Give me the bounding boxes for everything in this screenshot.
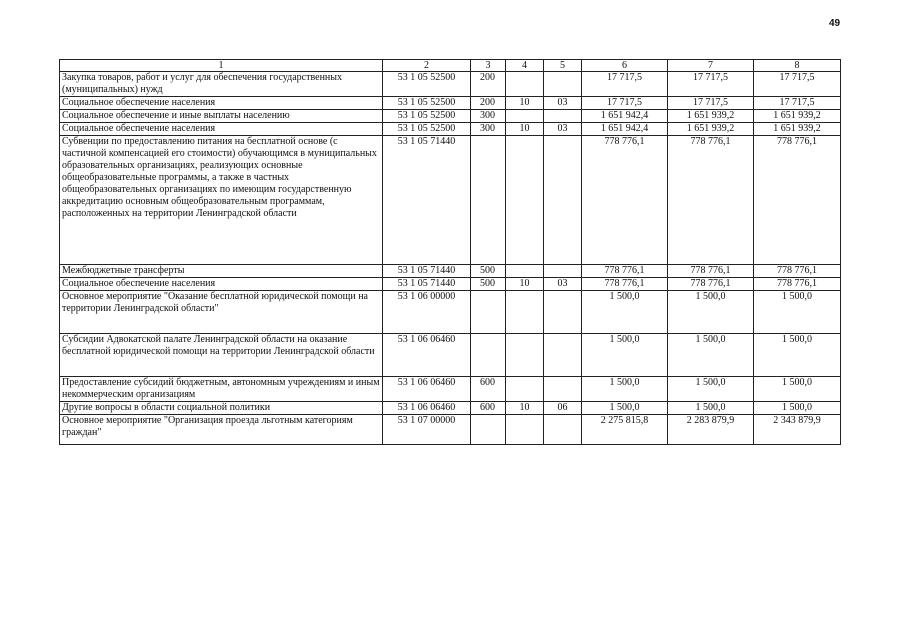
header-cell: 4 bbox=[506, 60, 544, 72]
row-value-7: 17 717,5 bbox=[668, 72, 754, 97]
row-pr: 03 bbox=[544, 97, 582, 110]
row-name: Межбюджетные трансферты bbox=[60, 265, 383, 278]
table-row bbox=[60, 72, 841, 97]
row-rz bbox=[506, 265, 544, 278]
header-cell: 2 bbox=[383, 60, 471, 72]
row-value-7: 778 776,1 bbox=[668, 265, 754, 278]
row-rz: 10 bbox=[506, 278, 544, 291]
row-pr bbox=[544, 415, 582, 445]
row-value-6: 778 776,1 bbox=[582, 265, 668, 278]
row-code: 53 1 06 06460 bbox=[383, 402, 471, 415]
row-pr bbox=[544, 377, 582, 402]
row-name: Социальное обеспечение населения bbox=[60, 123, 383, 136]
row-rz: 10 bbox=[506, 97, 544, 110]
row-value-8: 778 776,1 bbox=[754, 265, 841, 278]
row-value-7: 1 651 939,2 bbox=[668, 110, 754, 123]
row-value-7: 1 500,0 bbox=[668, 291, 754, 334]
row-vr bbox=[471, 415, 506, 445]
row-code: 53 1 06 00000 bbox=[383, 291, 471, 334]
row-value-8: 1 500,0 bbox=[754, 291, 841, 334]
row-rz: 10 bbox=[506, 402, 544, 415]
row-pr bbox=[544, 136, 582, 265]
header-cell: 3 bbox=[471, 60, 506, 72]
row-value-7: 778 776,1 bbox=[668, 278, 754, 291]
row-rz: 10 bbox=[506, 123, 544, 136]
row-pr bbox=[544, 110, 582, 123]
row-value-7: 1 500,0 bbox=[668, 402, 754, 415]
row-pr bbox=[544, 265, 582, 278]
row-name: Предоставление субсидий бюджетным, автономным учреждениям и иным некоммерческим организациям bbox=[60, 377, 383, 402]
row-vr: 300 bbox=[471, 110, 506, 123]
row-name: Основное мероприятие "Организация проезда льготным категориям граждан" bbox=[60, 415, 383, 445]
row-value-8: 778 776,1 bbox=[754, 278, 841, 291]
row-value-6: 778 776,1 bbox=[582, 136, 668, 265]
row-value-6: 17 717,5 bbox=[582, 97, 668, 110]
row-value-6: 1 500,0 bbox=[582, 291, 668, 334]
row-vr bbox=[471, 334, 506, 377]
header-cell: 5 bbox=[544, 60, 582, 72]
table-row bbox=[60, 110, 841, 123]
row-rz bbox=[506, 334, 544, 377]
table-row bbox=[60, 402, 841, 415]
row-value-6: 1 500,0 bbox=[582, 377, 668, 402]
row-name: Основное мероприятие "Оказание бесплатной юридической помощи на территории Ленинградской области" bbox=[60, 291, 383, 334]
header-cell: 7 bbox=[668, 60, 754, 72]
row-code: 53 1 05 71440 bbox=[383, 278, 471, 291]
row-value-8: 1 500,0 bbox=[754, 334, 841, 377]
row-value-8: 1 500,0 bbox=[754, 377, 841, 402]
row-code: 53 1 06 06460 bbox=[383, 377, 471, 402]
row-vr bbox=[471, 291, 506, 334]
row-code: 53 1 05 52500 bbox=[383, 97, 471, 110]
header-row bbox=[60, 60, 841, 72]
row-value-6: 1 500,0 bbox=[582, 402, 668, 415]
row-pr bbox=[544, 291, 582, 334]
row-value-6: 1 651 942,4 bbox=[582, 110, 668, 123]
row-value-8: 1 651 939,2 bbox=[754, 123, 841, 136]
row-value-7: 1 651 939,2 bbox=[668, 123, 754, 136]
row-value-7: 778 776,1 bbox=[668, 136, 754, 265]
row-code: 53 1 06 06460 bbox=[383, 334, 471, 377]
row-value-8: 1 651 939,2 bbox=[754, 110, 841, 123]
row-pr: 06 bbox=[544, 402, 582, 415]
row-vr: 600 bbox=[471, 402, 506, 415]
row-rz bbox=[506, 377, 544, 402]
table-row bbox=[60, 136, 841, 265]
row-rz bbox=[506, 110, 544, 123]
table-row bbox=[60, 97, 841, 110]
row-name: Социальное обеспечение населения bbox=[60, 97, 383, 110]
row-value-6: 778 776,1 bbox=[582, 278, 668, 291]
row-vr: 600 bbox=[471, 377, 506, 402]
row-value-6: 2 275 815,8 bbox=[582, 415, 668, 445]
row-name: Субвенции по предоставлению питания на бесплатной основе (с частичной компенсацией его стоимости) обучающимся в муниципальных образовательных организациях, реализующих основные общеобразовательные программы, а также в частных общеобразовательных организациях по имеющим государственную аккредитацию основным общеобразовательным программам, расположенных на территории Ленинградской области bbox=[60, 136, 383, 265]
row-vr: 300 bbox=[471, 123, 506, 136]
row-pr: 03 bbox=[544, 278, 582, 291]
row-name: Другие вопросы в области социальной политики bbox=[60, 402, 383, 415]
row-vr bbox=[471, 136, 506, 265]
row-vr: 200 bbox=[471, 97, 506, 110]
table-row bbox=[60, 291, 841, 334]
row-rz bbox=[506, 136, 544, 265]
table-row bbox=[60, 265, 841, 278]
row-code: 53 1 05 71440 bbox=[383, 136, 471, 265]
row-code: 53 1 05 52500 bbox=[383, 123, 471, 136]
row-value-7: 1 500,0 bbox=[668, 377, 754, 402]
budget-table bbox=[59, 59, 841, 445]
row-value-8: 17 717,5 bbox=[754, 97, 841, 110]
row-pr: 03 bbox=[544, 123, 582, 136]
row-name: Социальное обеспечение и иные выплаты населению bbox=[60, 110, 383, 123]
row-rz bbox=[506, 415, 544, 445]
page-number: 49 bbox=[829, 18, 841, 29]
row-value-8: 778 776,1 bbox=[754, 136, 841, 265]
row-value-8: 1 500,0 bbox=[754, 402, 841, 415]
row-value-8: 2 343 879,9 bbox=[754, 415, 841, 445]
row-name: Субсидии Адвокатской палате Ленинградской области на оказание бесплатной юридической помощи на территории Ленинградской области bbox=[60, 334, 383, 377]
row-value-6: 1 651 942,4 bbox=[582, 123, 668, 136]
row-code: 53 1 05 52500 bbox=[383, 110, 471, 123]
header-cell: 1 bbox=[60, 60, 383, 72]
header-cell: 8 bbox=[754, 60, 841, 72]
header-cell: 6 bbox=[582, 60, 668, 72]
table-row bbox=[60, 377, 841, 402]
row-code: 53 1 07 00000 bbox=[383, 415, 471, 445]
row-name: Социальное обеспечение населения bbox=[60, 278, 383, 291]
row-rz bbox=[506, 72, 544, 97]
row-rz bbox=[506, 291, 544, 334]
row-value-6: 1 500,0 bbox=[582, 334, 668, 377]
row-value-7: 1 500,0 bbox=[668, 334, 754, 377]
row-vr: 200 bbox=[471, 72, 506, 97]
row-value-8: 17 717,5 bbox=[754, 72, 841, 97]
table-row bbox=[60, 334, 841, 377]
table-row bbox=[60, 278, 841, 291]
row-code: 53 1 05 52500 bbox=[383, 72, 471, 97]
table-row bbox=[60, 415, 841, 445]
row-pr bbox=[544, 72, 582, 97]
row-code: 53 1 05 71440 bbox=[383, 265, 471, 278]
row-vr: 500 bbox=[471, 278, 506, 291]
row-value-7: 2 283 879,9 bbox=[668, 415, 754, 445]
row-pr bbox=[544, 334, 582, 377]
row-name: Закупка товаров, работ и услуг для обеспечения государственных (муниципальных) нужд bbox=[60, 72, 383, 97]
row-value-6: 17 717,5 bbox=[582, 72, 668, 97]
row-vr: 500 bbox=[471, 265, 506, 278]
table-row bbox=[60, 123, 841, 136]
row-value-7: 17 717,5 bbox=[668, 97, 754, 110]
